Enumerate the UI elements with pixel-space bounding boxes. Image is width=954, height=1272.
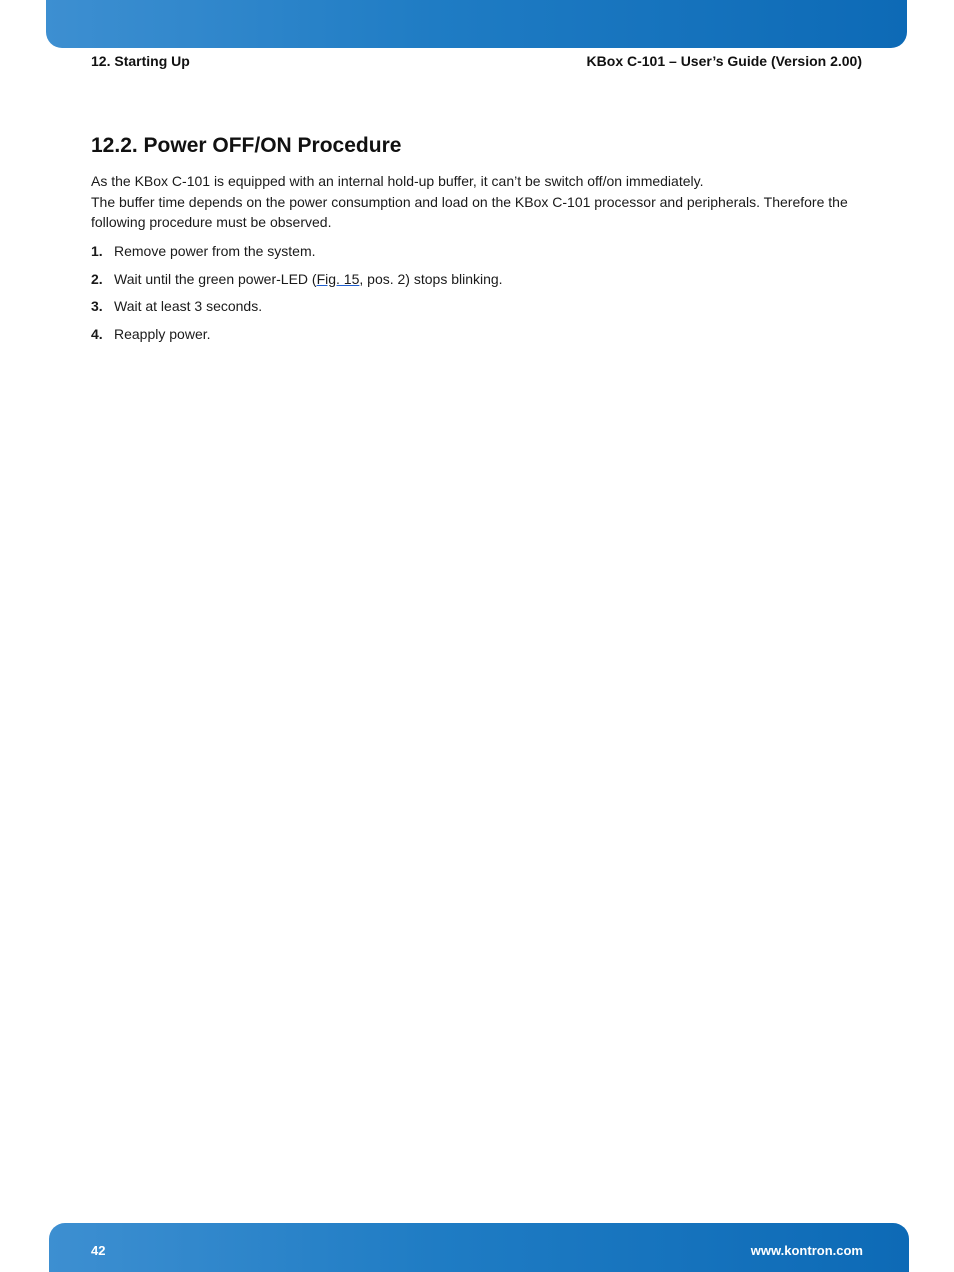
intro-line-1: As the KBox C-101 is equipped with an internal hold-up buffer, it can’t be switch off/on immediately. (91, 173, 704, 189)
step-text-after: , pos. 2) stops blinking. (359, 270, 503, 287)
list-item (91, 324, 503, 352)
page-number: 42 (91, 1243, 106, 1258)
fig-15-link[interactable]: Fig. 15 (316, 270, 360, 287)
footer-website: www.kontron.com (750, 1243, 863, 1258)
step-text: Remove power from the system. (114, 243, 316, 259)
step-number: 1. (91, 243, 103, 259)
list-item (91, 241, 503, 269)
step-text: Wait at least 3 seconds. (114, 298, 263, 314)
step-text-before: Wait until the green power-LED ( (114, 270, 317, 287)
step-number: 4. (91, 325, 103, 342)
step-text (114, 269, 503, 297)
section-title: 12.2. Power OFF/ON Procedure (91, 134, 402, 157)
procedure-steps (91, 241, 503, 351)
chapter-header: 12. Starting Up (91, 53, 190, 69)
intro-paragraph (91, 171, 871, 233)
step-text: Reapply power. (114, 325, 211, 342)
intro-line-2: The buffer time depends on the power consumption and load on the KBox C-101 processor and peripherals. Therefore the following procedure must be observed. (91, 193, 848, 230)
step-number: 3. (91, 298, 103, 314)
list-item (91, 296, 503, 324)
header-band (46, 0, 907, 48)
step-number: 2. (91, 270, 103, 287)
document-title-header: KBox C-101 – User’s Guide (Version 2.00) (586, 53, 862, 69)
list-item (91, 269, 503, 297)
